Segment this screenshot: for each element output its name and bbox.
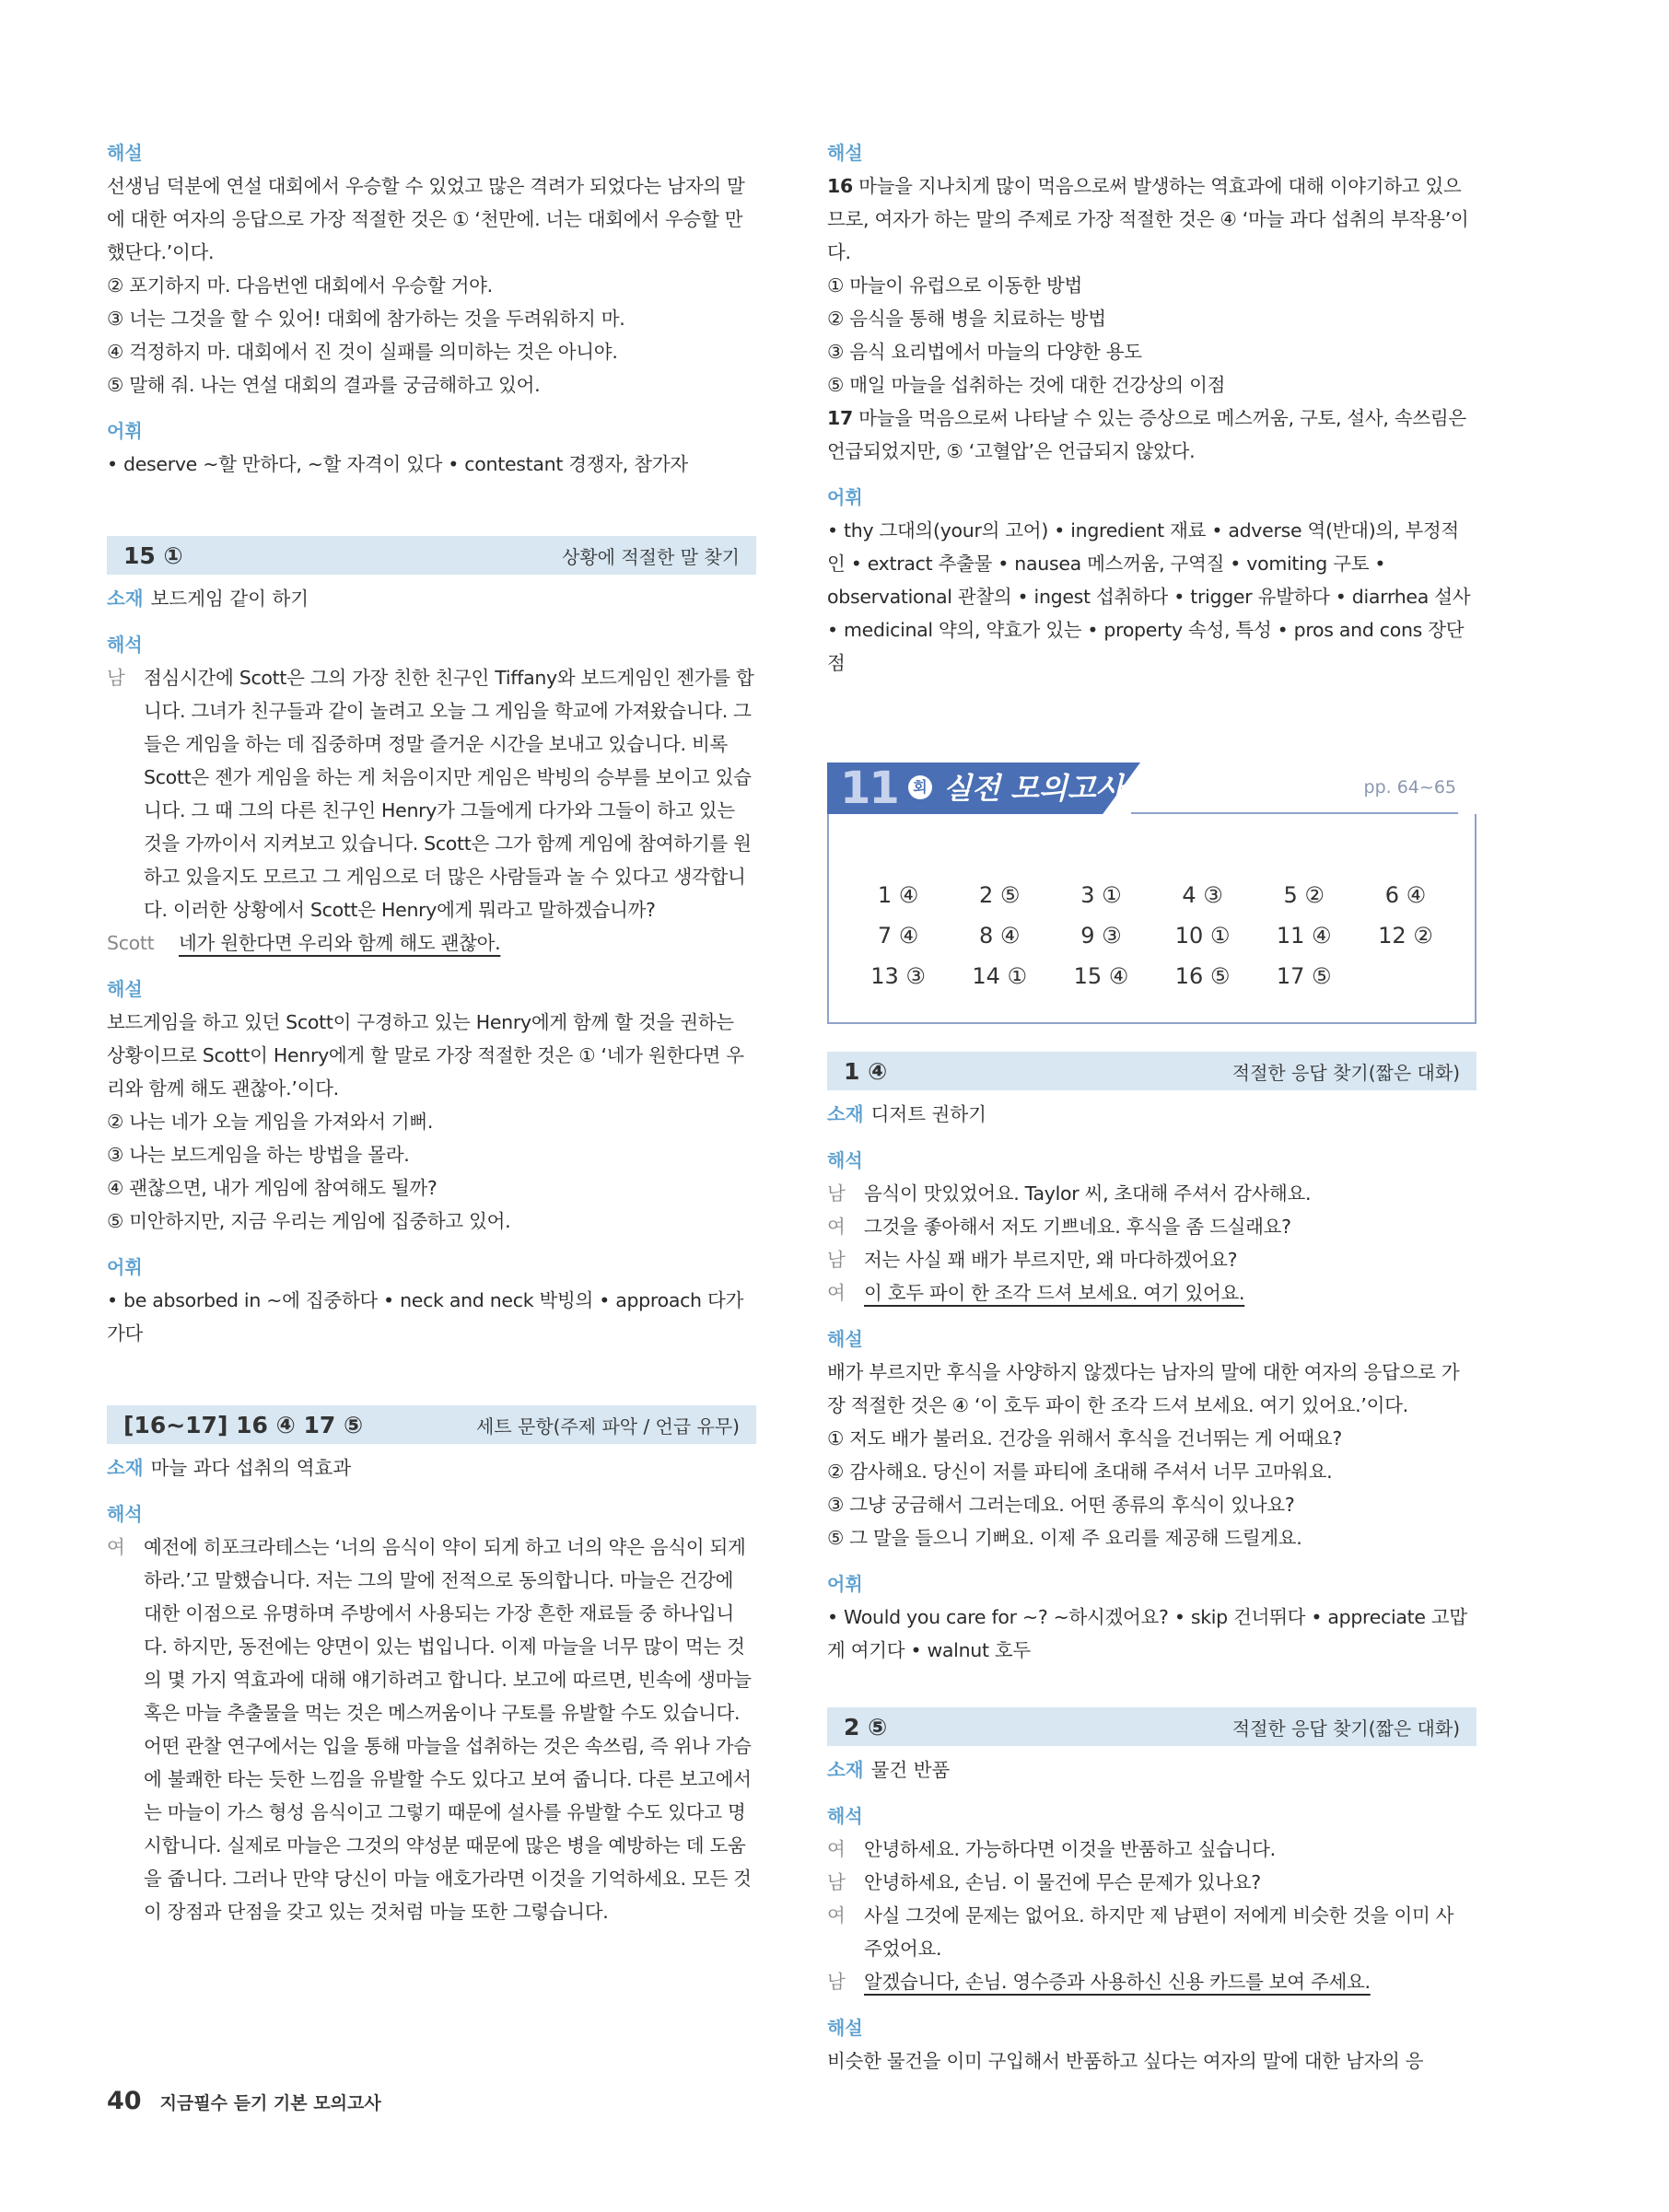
q16-dialog-line [107, 1531, 756, 1928]
speaker: 남 [827, 1871, 846, 1893]
q16-topic [107, 1451, 756, 1484]
q1-topic [827, 1098, 1476, 1131]
q16-option: ⑤ 매일 마늘을 섭취하는 것에 대한 건강상의 이점 [827, 374, 1226, 396]
answer-key-box [827, 814, 1476, 1024]
q14-option: ② 포기하지 마. 다음번엔 대회에서 우승할 거야. [107, 274, 493, 297]
q14-option: ③ 너는 그것을 할 수 있어! 대회에 참가하는 것을 두려워하지 마. [107, 308, 625, 330]
q15-option: ③ 나는 보드게임을 하는 방법을 몰라. [107, 1144, 410, 1166]
q1-number: 1 ④ [844, 1057, 888, 1085]
explanation-label: 해설 [827, 142, 863, 164]
q15-explanation: 보드게임을 하고 있던 Scott이 구경하고 있는 Henry에게 함께 할 것을 권하는 상황이므로 Scott이 Henry에게 할 말로 가장 적절한 것은 ① ‘네가 원한다면 우리와 함께 해도 괜찮아.’이다. [107, 1011, 744, 1100]
q1-option: ③ 그냥 궁금해서 그러는데요. 어떤 종류의 후식이 있나요? [827, 1494, 1295, 1516]
answer-cell: 9 ③ [1080, 923, 1122, 949]
q14-option: ⑤ 말해 줘. 나는 연설 대회의 결과를 궁금해하고 있어. [107, 374, 541, 396]
answer-cell: 6 ④ [1384, 882, 1427, 908]
speaker: 남 [827, 1182, 846, 1205]
speaker: 여 [827, 1216, 846, 1238]
q15-vocab: • be absorbed in ~에 집중하다 • neck and neck 박빙의 • approach 다가가다 [107, 1289, 743, 1345]
q16-17-vocab: • thy 그대의(your의 고어) • ingredient 재료 • adverse 역(반대)의, 부정적인 • extract 추출물 • nausea 메스꺼움, 구역질 • vomiting 구토 • observational 관찰의 • ingest 섭취하다 • trigger 유발하다 • diarrhea 설사 • medicinal 약의, 약효가 있는 • property 속성, 특성 • pros and cons 장단점 [827, 519, 1471, 674]
q14-option: ④ 걱정하지 마. 대회에서 진 것이 실패를 의미하는 것은 아니야. [107, 341, 618, 363]
vocab-label: 어휘 [107, 420, 143, 442]
translation-label: 해석 [827, 1149, 863, 1171]
q1-topic-text: 디저트 권하기 [870, 1103, 986, 1125]
translation-label: 해석 [107, 634, 143, 656]
answer-cell: 8 ④ [979, 923, 1021, 949]
speaker: 남 [107, 667, 125, 689]
speaker: 여 [827, 1904, 846, 1927]
dialog-text: 저는 사실 꽤 배가 부르지만, 왜 마다하겠어요? [864, 1249, 1238, 1271]
answer-cell: 11 ④ [1276, 923, 1332, 949]
q16-17-number: [16~17] 16 ④ 17 ⑤ [123, 1411, 364, 1438]
q1-dialog-line [827, 1276, 1476, 1310]
q1-header [827, 1052, 1476, 1090]
q15-topic-text: 보드게임 같이 하기 [150, 588, 309, 610]
answer-cell: 10 ① [1174, 923, 1231, 949]
topic-label: 소재 [827, 1103, 864, 1125]
translation-label: 해석 [827, 1805, 863, 1827]
q16-17-header [107, 1405, 756, 1444]
answer-cell: 4 ③ [1182, 882, 1223, 908]
q14-explanation: 선생님 덕분에 연설 대회에서 우승할 수 있었고 많은 격려가 되었다는 남자의 말에 대한 여자의 응답으로 가장 적절한 것은 ① ‘천만에. 너는 대회에서 우승할 만했단다.’이다. [107, 175, 745, 263]
page-number: 40 [107, 2087, 142, 2115]
q1-dialog-line [827, 1210, 1476, 1243]
q14-vocab: • deserve ~할 만하다, ~할 자격이 있다 • contestant 경쟁자, 참가자 [107, 453, 688, 475]
speaker: 여 [827, 1838, 846, 1860]
translation-label: 해석 [107, 1503, 143, 1525]
q2-dialog-line [827, 1965, 1476, 1998]
answer-cell: 15 ④ [1073, 963, 1129, 989]
explanation-label: 해설 [827, 2017, 863, 2039]
q2-dialog-line [827, 1866, 1476, 1899]
book-title: 지금필수 듣기 기본 모의고사 [159, 2093, 381, 2113]
q1-explanation: 배가 부르지만 후식을 사양하지 않겠다는 남자의 말에 대한 여자의 응답으로 가장 적절한 것은 ④ ‘이 호두 파이 한 조각 드셔 보세요. 여기 있어요.’이다. [827, 1361, 1460, 1416]
explanation-label: 해설 [107, 142, 143, 164]
vocab-label: 어휘 [107, 1256, 143, 1278]
dialog-text: 사실 그것에 문제는 없어요. 하지만 제 남편이 저에게 비슷한 것을 이미 사 주었어요. [864, 1904, 1454, 1960]
test-hoi-badge: 회 [908, 775, 932, 799]
speaker: 여 [107, 1536, 125, 1558]
q16-17-type: 세트 문항(주제 파악 / 언급 유무) [476, 1415, 740, 1438]
q2-dialog-line [827, 1899, 1476, 1965]
answer-cell: 3 ① [1080, 882, 1122, 908]
q1-option: ① 저도 배가 불러요. 건강을 위해서 후식을 건너뛰는 게 어때요? [827, 1427, 1342, 1449]
answer-text: 네가 원한다면 우리와 함께 해도 괜찮아. [179, 932, 501, 954]
speaker: 남 [827, 1971, 846, 1993]
q17-explanation [827, 402, 1476, 468]
q16-explanation-text: 마늘을 지나치게 많이 먹음으로써 발생하는 역효과에 대해 이야기하고 있으므로, 여자가 하는 말의 주제로 가장 적절한 것은 ④ ‘마늘 과다 섭취의 부작용’이다. [827, 175, 1469, 263]
topic-label: 소재 [827, 1759, 864, 1781]
topic-label: 소재 [107, 1457, 144, 1479]
dialog-text: 점심시간에 Scott은 그의 가장 친한 친구인 Tiffany와 보드게임인 젠가를 합니다. 그녀가 친구들과 같이 놀려고 오늘 그 게임을 학교에 가져왔습니다. 그들은 게임을 하는 데 집중하며 정말 즐거운 시간을 보내고 있습니다. 비록 Scott은 젠가 게임을 하는 게 처음이지만 게임은 박빙의 승부를 보이고 있습니다. 그 때 그의 다른 친구인 Henry가 그들에게 다가와 그들이 하고 있는 것을 가까이서 지켜보고 있습니다. Scott은 그가 함께 게임에 참여하기를 원하고 있을지도 모르고 그 게임으로 더 많은 사람들과 놀 수 있다고 생각합니다. 이러한 상황에서 Scott은 Henry에게 뭐라고 말하겠습니까? [144, 667, 754, 921]
answer-cell: 5 ② [1283, 882, 1325, 908]
vocab-label: 어휘 [827, 486, 863, 508]
test-pages: pp. 64~65 [1363, 777, 1456, 797]
q17-explanation-text: 마늘을 먹음으로써 나타날 수 있는 증상으로 메스꺼움, 구토, 설사, 속쓰림은 언급되었지만, ⑤ ‘고혈압’은 언급되지 않았다. [827, 407, 1466, 462]
dialog-text: 안녕하세요. 가능하다면 이것을 반품하고 싶습니다. [864, 1838, 1276, 1860]
answer-cell: 2 ⑤ [979, 882, 1021, 908]
dialog-text: 예전에 히포크라테스는 ‘너의 음식이 약이 되게 하고 너의 약은 음식이 되게 하라.’고 말했습니다. 저는 그의 말에 전적으로 동의합니다. 마늘은 건강에 대한 이점으로 유명하며 주방에서 사용되는 가장 흔한 재료들 중 하나입니다. 하지만, 동전에는 양면이 있는 법입니다. 이제 마늘을 너무 많이 먹는 것의 몇 가지 역효과에 대해 얘기하려고 합니다. 보고에 따르면, 빈속에 생마늘 혹은 마늘 추출물을 먹는 것은 메스꺼움이나 구토를 유발할 수도 있습니다. 어떤 관찰 연구에서는 입을 통해 마늘을 섭취하는 것은 속쓰림, 즉 위나 가슴에 불쾌한 타는 듯한 느낌을 유발할 수도 있다고 보여 줍니다. 다른 보고에서는 마늘이 가스 형성 음식이고 그렇기 때문에 설사를 유발할 수도 있다고 명시합니다. 실제로 마늘은 그것의 약성분 때문에 많은 병을 예방하는 데 도움을 줍니다. 그러나 만약 당신이 마늘 애호가라면 이것을 기억하세요. 모든 것이 장점과 단점을 갖고 있는 것처럼 마늘 또한 그렇습니다. [144, 1536, 752, 1923]
q1-vocab: • Would you care for ~? ~하시겠어요? • skip 건너뛰다 • appreciate 고맙게 여기다 • walnut 호두 [827, 1606, 1467, 1661]
q16-option: ② 음식을 통해 병을 치료하는 방법 [827, 308, 1106, 330]
answer-cell: 13 ③ [870, 963, 926, 989]
q15-option: ⑤ 미안하지만, 지금 우리는 게임에 집중하고 있어. [107, 1210, 511, 1232]
answer-cell: 12 ② [1378, 923, 1433, 949]
q16-option: ① 마늘이 유럽으로 이동한 방법 [827, 274, 1082, 297]
right-column [827, 136, 1476, 2078]
topic-label: 소재 [107, 588, 144, 610]
q2-explanation: 비슷한 물건을 이미 구입해서 반품하고 싶다는 여자의 말에 대한 남자의 응 [827, 2050, 1424, 2072]
q16-option: ③ 음식 요리법에서 마늘의 다양한 용도 [827, 341, 1142, 363]
answer-cell: 14 ① [972, 963, 1028, 989]
test-title: 실전 모의고사 [943, 771, 1125, 806]
test-banner [827, 763, 1476, 814]
q16-explanation [827, 169, 1476, 269]
speaker: Scott [107, 932, 155, 954]
q15-option: ② 나는 네가 오늘 게임을 가져와서 기뻐. [107, 1111, 434, 1133]
answer-grid [847, 879, 1456, 993]
dialog-text: 안녕하세요, 손님. 이 물건에 무슨 문제가 있나요? [864, 1871, 1261, 1893]
q2-header [827, 1707, 1476, 1746]
q15-topic [107, 582, 756, 615]
answer-cell: 1 ④ [877, 882, 919, 908]
q15-type: 상황에 적절한 말 찾기 [562, 545, 740, 568]
q15-answer-line [107, 926, 756, 960]
page-footer [107, 2087, 381, 2115]
q2-topic [827, 1753, 1476, 1787]
q15-option: ④ 괜찮으면, 내가 게임에 참여해도 될까? [107, 1177, 438, 1199]
q15-number: 15 ① [123, 541, 183, 569]
q15-header [107, 536, 756, 575]
dialog-text: 음식이 맛있었어요. Taylor 씨, 초대해 주셔서 감사해요. [864, 1182, 1312, 1205]
explanation-label: 해설 [827, 1328, 863, 1350]
answer-cell: 7 ④ [877, 923, 919, 949]
q1-type: 적절한 응답 찾기(짧은 대화) [1231, 1061, 1460, 1084]
answer-cell: 16 ⑤ [1174, 963, 1231, 989]
q16-topic-text: 마늘 과다 섭취의 역효과 [150, 1457, 352, 1479]
answer-text: 이 호두 파이 한 조각 드셔 보세요. 여기 있어요. [864, 1282, 1245, 1304]
left-column [107, 136, 756, 1928]
dialog-text: 그것을 좋아해서 저도 기쁘네요. 후식을 좀 드실래요? [864, 1216, 1291, 1238]
q15-dialog-line [107, 661, 756, 926]
answer-cell: 17 ⑤ [1276, 963, 1332, 989]
q1-option: ② 감사해요. 당신이 저를 파티에 초대해 주셔서 너무 고마워요. [827, 1461, 1333, 1483]
q2-dialog-line [827, 1833, 1476, 1866]
q16-number: 16 [827, 175, 853, 197]
q17-number: 17 [827, 407, 853, 429]
q1-option: ⑤ 그 말을 들으니 기뻐요. 이제 주 요리를 제공해 드릴게요. [827, 1527, 1302, 1549]
q2-number: 2 ⑤ [844, 1713, 888, 1740]
q2-topic-text: 물건 반품 [870, 1759, 951, 1781]
q1-dialog-line [827, 1177, 1476, 1210]
q2-type: 적절한 응답 찾기(짧은 대화) [1231, 1717, 1460, 1740]
test-number: 11 [840, 763, 898, 814]
speaker: 남 [827, 1249, 846, 1271]
q1-dialog-line [827, 1243, 1476, 1276]
vocab-label: 어휘 [827, 1573, 863, 1595]
speaker: 여 [827, 1282, 846, 1304]
explanation-label: 해설 [107, 978, 143, 1000]
answer-text: 알겠습니다, 손님. 영수증과 사용하신 신용 카드를 보여 주세요. [864, 1971, 1371, 1993]
